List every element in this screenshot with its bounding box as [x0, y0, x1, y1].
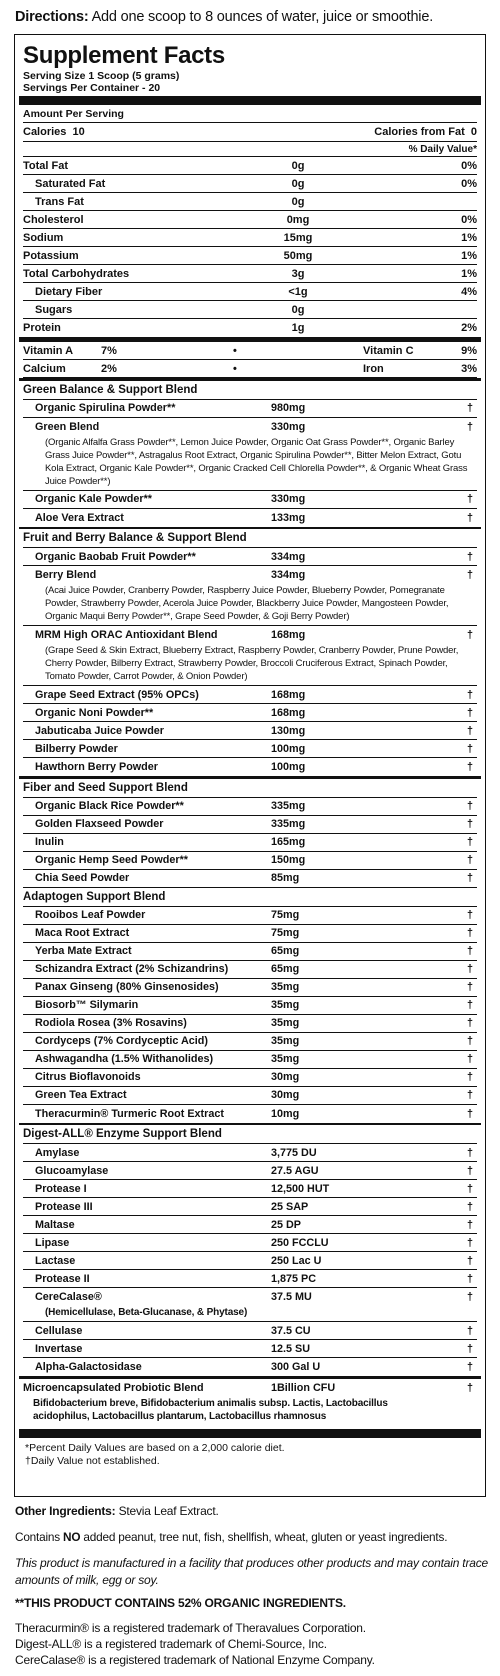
- enzyme-row: [23, 1288, 477, 1306]
- nutrient-name: Total Carbohydrates: [23, 267, 130, 280]
- fruit-dv: †: [466, 688, 473, 701]
- enzyme-amount: 27.5 AGU: [271, 1164, 319, 1177]
- vitamin-v2: 3%: [461, 362, 477, 375]
- adaptogen-amount: 65mg: [271, 963, 300, 975]
- fiber-dv: †: [466, 854, 473, 866]
- enzyme-name: Lactase: [35, 1254, 76, 1267]
- fruit-dv: †: [466, 706, 473, 719]
- allergen-pre: Contains: [15, 1530, 64, 1544]
- divider-thick: [19, 96, 481, 105]
- nutrient-dv: 1%: [461, 267, 477, 280]
- adaptogen-name: Rooibos Leaf Powder: [35, 909, 146, 921]
- adaptogen-amount: 35mg: [271, 1017, 300, 1029]
- nutrient-row: [23, 193, 477, 211]
- fruit-blend-rows-3: [23, 686, 477, 776]
- footnote-dagger: †Daily Value not established.: [25, 1454, 160, 1467]
- fiber-name: Chia Seed Powder: [35, 872, 130, 884]
- panel-title: Supplement Facts: [23, 42, 225, 69]
- fruit-dv: †: [466, 550, 473, 563]
- adaptogen-dv: †: [466, 945, 473, 957]
- adaptogen-row: [23, 1087, 477, 1105]
- calories-row: [23, 123, 477, 142]
- green-row: [23, 400, 477, 418]
- adaptogen-amount: 10mg: [271, 1107, 300, 1120]
- adaptogen-name: Biosorb™ Silymarin: [35, 999, 139, 1011]
- fruit-blend-rows: [23, 548, 477, 584]
- enzyme-dv: †: [466, 1361, 473, 1373]
- fiber-name: Organic Black Rice Powder**: [35, 800, 184, 812]
- fruit-row: [23, 686, 477, 704]
- nutrient-amount: 0g: [291, 159, 305, 172]
- nutrient-row: [23, 175, 477, 193]
- adaptogen-row: [23, 997, 477, 1015]
- enzyme-name: Invertase: [35, 1342, 83, 1355]
- adaptogen-row: [23, 1051, 477, 1069]
- green-row: [23, 509, 477, 527]
- trademark-digest-all: Digest-ALL® is a registered trademark of Chemi-Source, Inc.: [15, 1637, 327, 1651]
- nutrient-name: Total Fat: [23, 159, 69, 172]
- enzyme-amount: 25 DP: [271, 1218, 302, 1231]
- trademark-theracurmin: Theracurmin® is a registered trademark of Theravalues Corporation.: [15, 1621, 366, 1635]
- directions: [15, 9, 495, 25]
- fruit-amount: 334mg: [271, 550, 306, 563]
- enzyme-row: [23, 1144, 477, 1162]
- nutrient-name: Cholesterol: [23, 213, 84, 226]
- nutrient-amount: 3g: [291, 267, 305, 280]
- fiber-blend-rows: [23, 798, 477, 888]
- enzyme-amount: 37.5 CU: [271, 1324, 311, 1337]
- footnotes: [23, 1438, 477, 1468]
- green-blend-rows: [23, 400, 477, 436]
- other-ingredients: [15, 1504, 495, 1518]
- directions-text: Add one scoop to 8 ounces of water, juice or smoothie.: [91, 9, 434, 25]
- fiber-row: [23, 816, 477, 834]
- other-ingredients-label: Other Ingredients:: [15, 1504, 116, 1518]
- enzyme-amount: 3,775 DU: [271, 1146, 317, 1159]
- fruit-amount: 168mg: [271, 706, 306, 719]
- allergen-bold: NO: [63, 1530, 81, 1544]
- nutrient-amount: 0g: [291, 303, 305, 316]
- nutrient-amount: 0mg: [286, 213, 310, 226]
- enzyme-name: Alpha-Galactosidase: [35, 1361, 142, 1373]
- fruit-dv: †: [466, 724, 473, 737]
- vitamin-row: [23, 342, 477, 360]
- nutrient-amount: 50mg: [283, 249, 313, 262]
- adaptogen-dv: †: [466, 999, 473, 1011]
- adaptogen-dv: †: [466, 1071, 473, 1083]
- enzyme-row: [23, 1162, 477, 1180]
- fruit-blend-rows-2: [23, 626, 477, 644]
- fruit-name: Grape Seed Extract (95% OPCs): [35, 688, 199, 701]
- fiber-row: [23, 852, 477, 870]
- adaptogen-amount: 35mg: [271, 981, 300, 993]
- adaptogen-name: Maca Root Extract: [35, 927, 130, 939]
- adaptogen-name: Green Tea Extract: [35, 1089, 127, 1101]
- adaptogen-row: [23, 1015, 477, 1033]
- other-ingredients-text: Stevia Leaf Extract.: [118, 1504, 219, 1518]
- green-amount: 330mg: [271, 420, 306, 433]
- adaptogen-row: [23, 1105, 477, 1123]
- enzyme-name: Maltase: [35, 1218, 75, 1231]
- enzyme-amount: 300 Gal U: [271, 1361, 321, 1373]
- adaptogen-name: Ashwagandha (1.5% Withanolides): [35, 1053, 214, 1065]
- fiber-dv: †: [466, 818, 473, 830]
- fruit-name: Berry Blend: [35, 569, 97, 581]
- fruit-name: Bilberry Powder: [35, 742, 118, 755]
- vitamin-list: [23, 342, 477, 378]
- probiotic-strains: Bifidobacterium breve, Bifidobacterium animalis subsp. Lactis, Lactobacillus acidophilus, Lactobacillus plantarum, Lactobacillus rhamnosus: [33, 1397, 388, 1422]
- fruit-amount: 168mg: [271, 629, 306, 641]
- daily-value-header: % Daily Value*: [23, 142, 477, 157]
- adaptogen-amount: 30mg: [271, 1089, 300, 1101]
- green-name: Green Blend: [35, 420, 100, 433]
- fruit-amount: 334mg: [271, 569, 306, 581]
- enzyme-name: Glucoamylase: [35, 1164, 109, 1177]
- nutrient-dv: 0%: [461, 159, 477, 172]
- adaptogen-row: [23, 1069, 477, 1087]
- vitamin-v1: 7%: [101, 344, 117, 357]
- enzyme-name: Protease II: [35, 1272, 90, 1285]
- enzyme-dv: †: [466, 1200, 473, 1213]
- adaptogen-name: Yerba Mate Extract: [35, 945, 132, 957]
- nutrient-name: Dietary Fiber: [35, 285, 103, 298]
- enzyme-name: Amylase: [35, 1146, 80, 1159]
- adaptogen-name: Citrus Bioflavonoids: [35, 1071, 141, 1083]
- enzyme-dv: †: [466, 1254, 473, 1267]
- nutrient-dv: 0%: [461, 213, 477, 226]
- adaptogen-dv: †: [466, 1107, 473, 1120]
- enzyme-blend-header: Digest-ALL® Enzyme Support Blend: [23, 1125, 477, 1144]
- green-blend-rows-2: [23, 491, 477, 527]
- serving-size: Serving Size 1 Scoop (5 grams): [23, 70, 180, 82]
- adaptogen-row: [23, 961, 477, 979]
- enzyme-amount: 12,500 HUT: [271, 1182, 330, 1195]
- fiber-row: [23, 798, 477, 816]
- green-name: Aloe Vera Extract: [35, 511, 124, 524]
- fiber-name: Golden Flaxseed Powder: [35, 818, 164, 830]
- enzyme-row: [23, 1234, 477, 1252]
- vitamin-v1: 2%: [101, 362, 117, 375]
- nutrient-amount: <1g: [288, 285, 308, 298]
- fruit-name: Organic Baobab Fruit Powder**: [35, 550, 196, 563]
- adaptogen-amount: 75mg: [271, 927, 300, 939]
- fiber-amount: 165mg: [271, 836, 306, 848]
- adaptogen-name: Schizandra Extract (2% Schizandrins): [35, 963, 229, 975]
- fruit-amount: 100mg: [271, 761, 306, 773]
- nutrient-row: [23, 247, 477, 265]
- nutrient-dv: 1%: [461, 231, 477, 244]
- nutrient-name: Trans Fat: [35, 195, 84, 208]
- vitamin-n2: Vitamin C: [363, 344, 414, 357]
- green-row: [23, 491, 477, 509]
- green-row: [23, 418, 477, 436]
- fiber-row: [23, 834, 477, 852]
- nutrient-name: Sugars: [35, 303, 73, 316]
- fiber-row: [23, 870, 477, 888]
- fiber-amount: 150mg: [271, 854, 306, 866]
- green-dv: †: [466, 493, 473, 505]
- fruit-dv: †: [466, 569, 473, 581]
- enzyme-name: Protease III: [35, 1200, 93, 1213]
- adaptogen-amount: 75mg: [271, 909, 300, 921]
- enzyme-row: [23, 1270, 477, 1288]
- fiber-dv: †: [466, 836, 473, 848]
- allergen-post: added peanut, tree nut, fish, shellfish, wheat, gluten or yeast ingredients.: [80, 1530, 448, 1544]
- fruit-row: [23, 566, 477, 584]
- nutrient-list: [23, 157, 477, 337]
- adaptogen-amount: 35mg: [271, 1053, 300, 1065]
- cerecalase-ingredients: (Hemicellulase, Beta-Glucanase, & Phytase): [23, 1306, 477, 1322]
- adaptogen-dv: †: [466, 963, 473, 975]
- nutrient-dv: 1%: [461, 249, 477, 262]
- fiber-dv: †: [466, 872, 473, 884]
- nutrient-amount: 0g: [291, 195, 305, 208]
- enzyme-row: [23, 1358, 477, 1376]
- enzyme-dv: †: [466, 1324, 473, 1337]
- green-amount: 980mg: [271, 402, 306, 414]
- fruit-dv: †: [466, 742, 473, 755]
- nutrient-row: [23, 229, 477, 247]
- adaptogen-amount: 65mg: [271, 945, 300, 957]
- fruit-name: MRM High ORAC Antioxidant Blend: [35, 629, 218, 641]
- fruit-name: Hawthorn Berry Powder: [35, 761, 158, 773]
- enzyme-dv: †: [466, 1272, 473, 1285]
- adaptogen-name: Cordyceps (7% Cordyceptic Acid): [35, 1035, 208, 1047]
- servings-per-container: Servings Per Container - 20: [23, 82, 161, 94]
- nutrient-name: Sodium: [23, 231, 64, 244]
- fiber-amount: 85mg: [271, 872, 300, 884]
- adaptogen-amount: 35mg: [271, 1035, 300, 1047]
- adaptogen-dv: †: [466, 909, 473, 921]
- nutrient-dv: 0%: [461, 177, 477, 190]
- adaptogen-blend-header: Adaptogen Support Blend: [23, 888, 477, 907]
- nutrient-amount: 0g: [291, 177, 305, 190]
- green-name: Organic Kale Powder**: [35, 493, 153, 505]
- enzyme-amount: 250 Lac U: [271, 1254, 322, 1267]
- fiber-amount: 335mg: [271, 818, 306, 830]
- adaptogen-row: [23, 907, 477, 925]
- adaptogen-blend-rows: [23, 907, 477, 1123]
- nutrient-row: [23, 157, 477, 175]
- nutrient-row: [23, 211, 477, 229]
- nutrient-dv: 2%: [461, 322, 477, 334]
- fruit-row: [23, 758, 477, 776]
- nutrient-row: [23, 265, 477, 283]
- enzyme-dv: †: [466, 1342, 473, 1355]
- adaptogen-dv: †: [466, 1035, 473, 1047]
- adaptogen-dv: †: [466, 1053, 473, 1065]
- enzyme-name: Lipase: [35, 1236, 70, 1249]
- nutrient-name: Protein: [23, 322, 61, 334]
- enzyme-dv: †: [466, 1236, 473, 1249]
- vitamin-row: [23, 360, 477, 378]
- facility-statement: This product is manufactured in a facility that produces other products and may contain trace amounts of milk, egg or soy.: [15, 1556, 488, 1587]
- fruit-name: Organic Noni Powder**: [35, 706, 154, 719]
- vitamin-n1: Calcium: [23, 362, 66, 375]
- enzyme-dv: †: [466, 1146, 473, 1159]
- enzyme-blend-rows-2: [23, 1322, 477, 1376]
- probiotic-name: Microencapsulated Probiotic Blend: [23, 1381, 204, 1394]
- fiber-name: Inulin: [35, 836, 64, 848]
- enzyme-amount: 250 FCCLU: [271, 1236, 329, 1249]
- fiber-amount: 335mg: [271, 800, 306, 812]
- adaptogen-amount: 30mg: [271, 1071, 300, 1083]
- enzyme-amount: 25 SAP: [271, 1200, 309, 1213]
- nutrient-name: Saturated Fat: [35, 177, 106, 190]
- fruit-amount: 168mg: [271, 688, 306, 701]
- enzyme-dv: †: [466, 1291, 473, 1303]
- enzyme-row: [23, 1340, 477, 1358]
- fruit-name: Jabuticaba Juice Powder: [35, 724, 165, 737]
- berry-blend-ingredients: (Acai Juice Powder, Cranberry Powder, Raspberry Juice Powder, Blueberry Powder, Pomegranate Powder, Strawberry Powder, Acerola Juice Powder, Blackberry Juice Powder, Mangosteen Powder, Organic Maqui Berry Powder**, Grape Seed Powder, & Goji Berry Powder): [23, 584, 477, 626]
- divider-thick: [19, 1429, 481, 1438]
- adaptogen-dv: †: [466, 927, 473, 939]
- nutrient-amount: 15mg: [283, 231, 313, 244]
- probiotic-row: [23, 1379, 477, 1397]
- enzyme-row: [23, 1216, 477, 1234]
- nutrient-row: [23, 319, 477, 337]
- supplement-facts-panel: [14, 34, 486, 1497]
- green-name: Organic Spirulina Powder**: [35, 402, 176, 414]
- adaptogen-dv: †: [466, 1017, 473, 1029]
- enzyme-name: CereCalase®: [35, 1291, 102, 1303]
- green-dv: †: [466, 420, 473, 433]
- green-blend-header: Green Balance & Support Blend: [23, 381, 477, 400]
- fruit-row: [23, 704, 477, 722]
- allergen-statement: [15, 1530, 495, 1544]
- enzyme-name: Protease I: [35, 1182, 87, 1195]
- enzyme-dv: †: [466, 1218, 473, 1231]
- probiotic-amount: 1Billion CFU: [271, 1381, 336, 1394]
- fruit-row: [23, 722, 477, 740]
- fruit-amount: 100mg: [271, 742, 306, 755]
- adaptogen-amount: 35mg: [271, 999, 300, 1011]
- adaptogen-row: [23, 925, 477, 943]
- adaptogen-row: [23, 1033, 477, 1051]
- nutrient-dv: 4%: [461, 285, 477, 298]
- adaptogen-name: Rodiola Rosea (3% Rosavins): [35, 1017, 187, 1029]
- nutrient-row: [23, 301, 477, 319]
- adaptogen-row: [23, 943, 477, 961]
- fruit-row: [23, 740, 477, 758]
- enzyme-dv: †: [466, 1182, 473, 1195]
- enzyme-amount: 1,875 PC: [271, 1272, 317, 1285]
- enzyme-blend-rows: [23, 1144, 477, 1306]
- enzyme-name: Cellulase: [35, 1324, 83, 1337]
- adaptogen-dv: †: [466, 1089, 473, 1101]
- vitamin-n1: Vitamin A: [23, 344, 74, 357]
- fiber-blend-header: Fiber and Seed Support Blend: [23, 779, 477, 798]
- enzyme-amount: 12.5 SU: [271, 1342, 311, 1355]
- orac-blend-ingredients: (Grape Seed & Skin Extract, Blueberry Extract, Raspberry Powder, Cranberry Powder, Prune Powder, Cherry Powder, Bilberry Extract, Strawberry Powder, Broccoli Cruciferous Extract, Spinach Powder, Tomato Powder, Carrot Powder, & Onion Powder): [23, 644, 477, 686]
- vitamin-v2: 9%: [461, 344, 477, 357]
- directions-label: Directions:: [15, 9, 89, 25]
- calories-label: Calories 10: [23, 126, 85, 138]
- enzyme-dv: †: [466, 1164, 473, 1177]
- green-dv: †: [466, 402, 473, 414]
- nutrient-row: [23, 283, 477, 301]
- fruit-dv: †: [466, 629, 473, 641]
- fruit-blend-header: Fruit and Berry Balance & Support Blend: [23, 529, 477, 548]
- adaptogen-name: Panax Ginseng (80% Ginsenosides): [35, 981, 219, 993]
- amount-per-serving: Amount Per Serving: [23, 105, 477, 123]
- footnote-daily-values: *Percent Daily Values are based on a 2,000 calorie diet.: [25, 1441, 285, 1454]
- enzyme-amount: 37.5 MU: [271, 1291, 312, 1303]
- vitamin-dot: •: [233, 362, 237, 375]
- fruit-amount: 130mg: [271, 724, 306, 737]
- fiber-dv: †: [466, 800, 473, 812]
- enzyme-row: [23, 1180, 477, 1198]
- probiotic-dv: †: [466, 1381, 473, 1394]
- vitamin-dot: •: [233, 344, 237, 357]
- organic-statement: **THIS PRODUCT CONTAINS 52% ORGANIC INGREDIENTS.: [15, 1596, 346, 1610]
- fruit-dv: †: [466, 761, 473, 773]
- nutrient-amount: 1g: [291, 322, 305, 334]
- green-dv: †: [466, 511, 473, 524]
- nutrient-name: Potassium: [23, 249, 79, 262]
- enzyme-row: [23, 1322, 477, 1340]
- trademarks: [15, 1620, 495, 1668]
- enzyme-row: [23, 1252, 477, 1270]
- green-amount: 330mg: [271, 493, 306, 505]
- green-blend-ingredients: (Organic Alfalfa Grass Powder**, Lemon Juice Powder, Organic Oat Grass Powder**, Organic Barley Grass Juice Powder**, Astragalus Root Extract, Organic Spirulina Powder**, Bitter Melon Extract, Gotu Kola Extract, Organic Kale Powder**, Organic Cracked Cell Chlorella Powder**, & Organic Wheat Grass Juice Powder**): [23, 436, 477, 491]
- enzyme-row: [23, 1198, 477, 1216]
- vitamin-n2: Iron: [363, 362, 384, 375]
- calories-from-fat: Calories from Fat 0: [374, 126, 477, 138]
- adaptogen-row: [23, 979, 477, 997]
- adaptogen-name: Theracurmin® Turmeric Root Extract: [35, 1107, 224, 1120]
- fruit-row: [23, 626, 477, 644]
- fruit-row: [23, 548, 477, 566]
- green-amount: 133mg: [271, 511, 306, 524]
- trademark-cerecalase: CereCalase® is a registered trademark of National Enzyme Company.: [15, 1653, 375, 1667]
- adaptogen-dv: †: [466, 981, 473, 993]
- fiber-name: Organic Hemp Seed Powder**: [35, 854, 189, 866]
